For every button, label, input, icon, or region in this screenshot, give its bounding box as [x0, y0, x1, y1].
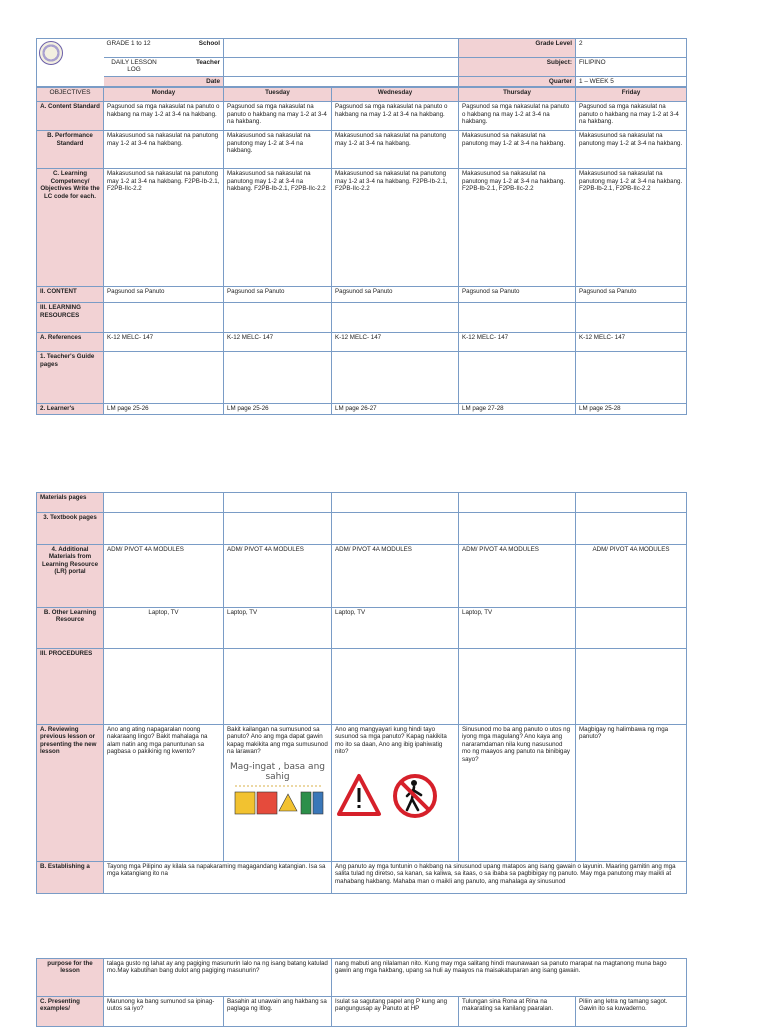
- table-cell: Makasusunod sa nakasulat na panutong may 1-2 at 3-4 na hakbang.: [332, 131, 459, 169]
- table-cell: K-12 MELC- 147: [332, 333, 459, 352]
- table-cell: Pagsunod sa mga nakasulat na panuto o hakbang na may 1-2 at 3-4 na hakbang.: [332, 102, 459, 131]
- subject-label: Subject:: [459, 58, 576, 77]
- date-label: Date: [104, 77, 224, 87]
- table-cell: Pagsunod sa Panuto: [224, 287, 332, 303]
- deped-seal-icon: [39, 41, 63, 65]
- table-cell: [576, 493, 687, 513]
- learning-competency-label: C. Learning Competency/ Objectives Write the LC code for each.: [37, 169, 104, 287]
- table-cell: [224, 513, 332, 545]
- table-cell: LM page 25-26: [104, 404, 224, 414]
- grade-level-label: Grade Level: [459, 39, 576, 58]
- table-cell: [224, 352, 332, 404]
- table-cell: [224, 649, 332, 725]
- table-cell: Pagsunod sa mga nakasulat na panuto o hakbang na may 1-2 at 3-4 na hakbang.: [104, 102, 224, 131]
- grade-level-value[interactable]: 2: [576, 39, 687, 58]
- table-cell: Makasusunod sa nakasulat na panutong may 1-2 at 3-4 na hakbang.: [576, 131, 687, 169]
- materials-pages-label: Materials pages: [37, 493, 104, 513]
- table-cell: Makasusunod sa nakasulat na panutong may 1-2 at 3-4 na hakbang.: [224, 131, 332, 169]
- day-header-monday: Monday: [104, 88, 224, 102]
- log-title: DAILY LESSON LOG: [111, 59, 157, 74]
- references-label: A. References: [37, 333, 104, 352]
- table-cell: Tayong mga Pilipino ay kilala sa napakaraming magagandang katangian. Isa sa mga katangiang ito na: [104, 862, 332, 894]
- table-cell: [576, 608, 687, 649]
- table-cell: K-12 MELC- 147: [459, 333, 576, 352]
- table-cell: Makasusunod sa nakasulat na panutong may 1-2 at 3-4 na hakbang. F2PB-Ib-2.1, F2PB-IIc-2.2: [224, 169, 332, 287]
- date-value[interactable]: [224, 77, 459, 87]
- table-cell: ADM/ PIVOT 4A MODULES: [332, 545, 459, 608]
- table-cell: [104, 303, 224, 333]
- table-cell: [459, 649, 576, 725]
- day-header-thursday: Thursday: [459, 88, 576, 102]
- table-cell: [459, 303, 576, 333]
- table-cell: [576, 513, 687, 545]
- wet-floor-sign: [227, 762, 328, 820]
- learning-resources-label: III. LEARNING RESOURCES: [37, 303, 104, 333]
- table-cell: K-12 MELC- 147: [576, 333, 687, 352]
- textbook-pages-label: 3. Textbook pages: [37, 513, 104, 545]
- table-cell: [224, 725, 332, 862]
- school-label: School: [198, 40, 220, 47]
- procedures-table: [36, 492, 687, 894]
- header-table: [36, 38, 687, 87]
- table-cell: Laptop, TV: [459, 608, 576, 649]
- table-cell: Piliin ang letra ng tamang sagot. Gawin ito sa kuwaderno.: [576, 997, 687, 1027]
- table-cell: Makasusunod sa nakasulat na panutong may 1-2 at 3-4 na hakbang. F2PB-Ib-2.1, F2PB-IIc-2.2: [576, 169, 687, 287]
- procedures-label: III. PROCEDURES: [37, 649, 104, 725]
- table-cell: [459, 352, 576, 404]
- no-pedestrian-icon: [395, 776, 435, 816]
- table-cell: ADM/ PIVOT 4A MODULES: [224, 545, 332, 608]
- table-cell: Sinusunod mo ba ang panuto o utos ng iyong mga magulang? Ano kaya ang nararamdaman nila kung nasusunod mo ng maayos ang panuto na binibigay sayo?: [459, 725, 576, 862]
- table-cell: K-12 MELC- 147: [104, 333, 224, 352]
- table-cell: [332, 725, 459, 862]
- day-header-friday: Friday: [576, 88, 687, 102]
- teachers-guide-label: 1. Teacher's Guide pages: [37, 352, 104, 404]
- table-cell: [104, 493, 224, 513]
- day-header-tuesday: Tuesday: [224, 88, 332, 102]
- objectives-table: [36, 87, 687, 414]
- table-cell: ADM/ PIVOT 4A MODULES: [104, 545, 224, 608]
- table-cell: Ano ang ating napagaralan noong nakaraang lingo? Bakit mahalaga na alam natin ang mga panuntunan sa pagbasa o pakikinig ng kwento?: [104, 725, 224, 862]
- reviewing-lesson-label: A. Reviewing previous lesson or presenting the new lesson: [37, 725, 104, 862]
- table-cell: Makasusunod sa nakasulat na panutong may 1-2 at 3-4 na hakbang. F2PB-Ib-2.1, F2PB-IIc-2.2: [332, 169, 459, 287]
- table-cell: [576, 303, 687, 333]
- table-cell: Pagsunod sa mga nakasulat na panuto o hakbang na may 1-2 at 3-4 na hakbang.: [459, 102, 576, 131]
- table-cell: LM page 25-28: [576, 404, 687, 414]
- table-cell: Ang panuto ay mga tuntunin o hakbang na sinusunod upang matapos ang isang gawain o layunin. Maaring gamitin ang mga salita tulad ng diretso, sa kanan, sa kaliwa, sa itaas, o sa ibaba sa pagbibigay ng panuto. May mga panutong may maikli at mahabang hakbang. Mahaba man o maikli ang panuto, ang mahalaga ay sinusunod: [332, 862, 687, 894]
- table-cell: [104, 513, 224, 545]
- content-label: II. CONTENT: [37, 287, 104, 303]
- school-value[interactable]: [224, 39, 459, 58]
- table-cell: talaga gusto ng lahat ay ang pagiging masunurin lalo na ng isang batang katulad mo.May kabutihan bang dulot ang pagiging masunurin?: [104, 959, 332, 997]
- grade-line: GRADE 1 to 12: [106, 40, 151, 47]
- table-cell: [576, 352, 687, 404]
- warning-signs-icon: [227, 782, 327, 818]
- teacher-value[interactable]: [224, 58, 459, 77]
- performance-standard-label: B. Performance Standard: [37, 131, 104, 169]
- table-cell: K-12 MELC- 147: [224, 333, 332, 352]
- warning-triangle-icon: [339, 776, 379, 814]
- table-cell: Magbigay ng halimbawa ng mga panuto?: [576, 725, 687, 862]
- table-cell: Isulat sa sagutang papel ang P kung ang pangungusap ay Panuto at HP: [332, 997, 459, 1027]
- table-cell: Marunong ka bang sumunod sa ipinag-uutos sa iyo?: [104, 997, 224, 1027]
- day-header-wednesday: Wednesday: [332, 88, 459, 102]
- learners-label: 2. Learner's: [37, 404, 104, 414]
- procedures-continued-table: [36, 958, 687, 1027]
- table-cell: Pagsunod sa mga nakasulat na panuto o hakbang na may 1-2 at 3-4 na hakbang.: [576, 102, 687, 131]
- table-cell: [332, 649, 459, 725]
- table-cell: [576, 649, 687, 725]
- cell-text: Ano ang mangyayari kung hindi tayo susunod sa mga panuto? Kapag nakikita mo ito sa daan, Ano ang ibig ipahiwatig nito?: [335, 726, 447, 756]
- quarter-value[interactable]: 1 – WEEK 5: [576, 77, 687, 87]
- table-cell: Laptop, TV: [332, 608, 459, 649]
- table-cell: Basahin at unawain ang hakbang sa paglaga ng itlog.: [224, 997, 332, 1027]
- table-cell: [332, 513, 459, 545]
- table-cell: [104, 649, 224, 725]
- table-cell: [459, 493, 576, 513]
- table-cell: ADM/ PIVOT 4A MODULES: [459, 545, 576, 608]
- page-2: [36, 492, 686, 894]
- table-cell: [459, 513, 576, 545]
- purpose-label: purpose for the lesson: [37, 959, 104, 997]
- presenting-examples-label: C. Presenting examples/: [37, 997, 104, 1027]
- road-signs: [335, 768, 445, 828]
- table-cell: LM page 26-27: [332, 404, 459, 414]
- table-cell: Makasusunod sa nakasulat na panutong may 1-2 at 3-4 na hakbang. F2PB-Ib-2.1, F2PB-IIc-2.2: [459, 169, 576, 287]
- page-1: [36, 38, 686, 415]
- table-cell: Tulungan sina Rona at Rina na makarating sa kanilang paaralan.: [459, 997, 576, 1027]
- deped-seal-cell: [37, 39, 104, 87]
- teacher-label: Teacher: [195, 59, 220, 66]
- other-resource-label: B. Other Learning Resource: [37, 608, 104, 649]
- table-cell: [332, 352, 459, 404]
- table-cell: Makasusunod sa nakasulat na panutong may 1-2 at 3-4 na hakbang.: [104, 131, 224, 169]
- table-cell: [104, 352, 224, 404]
- cell-text: Bakit kailangan na sumusunod sa panuto? Ano ang mga dapat gawin kapag makikita ang mga sumusunod na larawan?: [227, 726, 328, 756]
- table-cell: Makasusunod sa nakasulat na panutong may 1-2 at 3-4 na hakbang. F2PB-Ib-2.1, F2PB-IIc-2.2: [104, 169, 224, 287]
- table-cell: Laptop, TV: [224, 608, 332, 649]
- table-cell: Pagsunod sa mga nakasulat na panuto o hakbang na may 1-2 at 3-4 na hakbang.: [224, 102, 332, 131]
- table-cell: Pagsunod sa Panuto: [459, 287, 576, 303]
- quarter-label: Quarter: [459, 77, 576, 87]
- page-3: [36, 958, 686, 1027]
- table-cell: Pagsunod sa Panuto: [576, 287, 687, 303]
- additional-materials-label: 4. Additional Materials from Learning Resource (LR) portal: [37, 545, 104, 608]
- establishing-purpose-label: B. Establishing a: [37, 862, 104, 894]
- log-title-and-teacher-label: [104, 58, 224, 77]
- table-cell: [332, 493, 459, 513]
- table-cell: nang mabuti ang nilalaman nito. Kung may mga salitang hindi maunawaan sa panuto marapat na magtanong muna bago gawin ang mga hakbang, upang sa huli ay maayos na maisakatuparan ang isang gawain.: [332, 959, 687, 997]
- table-cell: [332, 303, 459, 333]
- subject-value[interactable]: FILIPINO: [576, 58, 687, 77]
- table-cell: Makasusunod sa nakasulat na panutong may 1-2 at 3-4 na hakbang.: [459, 131, 576, 169]
- table-cell: LM page 27-28: [459, 404, 576, 414]
- grade-line-and-school-label: [104, 39, 224, 58]
- table-cell: Laptop, TV: [104, 608, 224, 649]
- table-cell: [224, 303, 332, 333]
- wet-floor-sign-text: Mag-ingat , basa ang sahig: [229, 761, 325, 782]
- table-cell: Pagsunod sa Panuto: [104, 287, 224, 303]
- table-cell: [224, 493, 332, 513]
- content-standard-label: A. Content Standard: [37, 102, 104, 131]
- table-cell: ADM/ PIVOT 4A MODULES: [576, 545, 687, 608]
- table-cell: LM page 25-26: [224, 404, 332, 414]
- table-cell: Pagsunod sa Panuto: [332, 287, 459, 303]
- objectives-header: OBJECTIVES: [37, 88, 104, 102]
